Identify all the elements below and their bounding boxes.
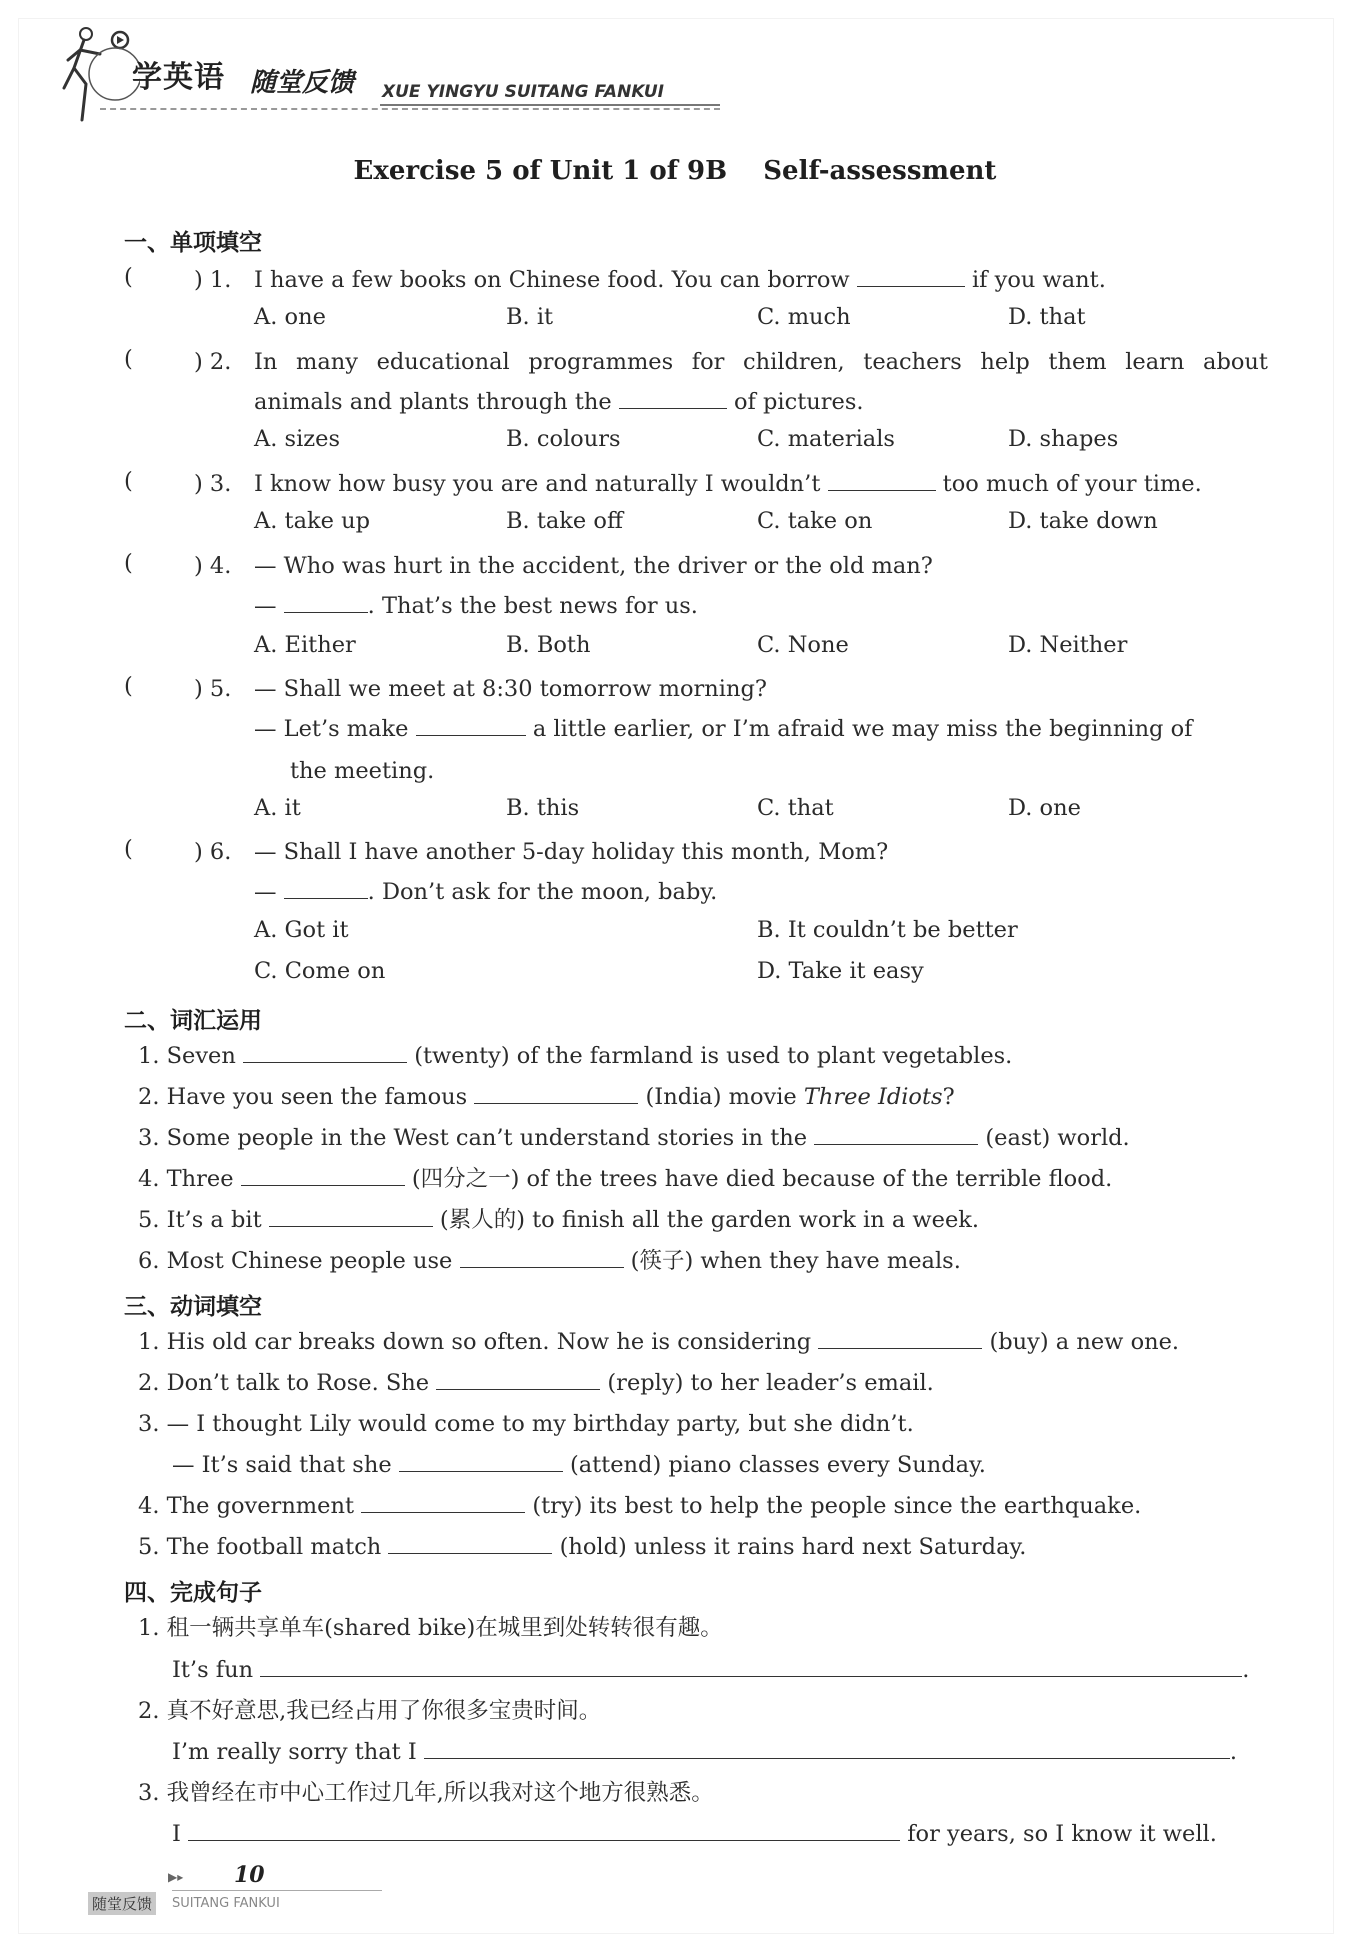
question-number: ) 2. xyxy=(194,349,232,375)
page-background xyxy=(18,18,1334,1934)
verb-item-4: 4. The government (try) its best to help the people since the earthquake. xyxy=(138,1490,1141,1522)
answer-blank[interactable] xyxy=(460,1245,624,1268)
answer-blank[interactable] xyxy=(269,1204,433,1227)
vocab-item-1: 1. Seven (twenty) of the farmland is used to plant vegetables. xyxy=(138,1040,1012,1072)
question-6-line2: — . Don’t ask for the moon, baby. xyxy=(254,876,717,908)
footer-label-en: SUITANG FANKUI xyxy=(172,1896,280,1911)
option-a: A. Either xyxy=(254,632,356,658)
page-title: Exercise 5 of Unit 1 of 9B Self-assessment xyxy=(353,156,997,186)
question-4-line2: — . That’s the best news for us. xyxy=(254,590,698,622)
brand-title-en: XUE YINGYU SUITANG FANKUI xyxy=(382,82,665,102)
option-a: A. sizes xyxy=(254,426,341,452)
header-banner xyxy=(60,24,680,124)
option-c: C. that xyxy=(757,795,834,821)
option-b: B. Both xyxy=(506,632,591,658)
page-number: 10 xyxy=(234,1862,265,1888)
footer-label-cn: 随堂反馈 xyxy=(88,1892,156,1915)
verb-item-3-line2: — It’s said that she (attend) piano classes every Sunday. xyxy=(172,1449,986,1481)
option-d: D. Take it easy xyxy=(757,958,924,984)
answer-blank[interactable] xyxy=(399,1449,563,1472)
question-3-text: I know how busy you are and naturally I wouldn’t too much of your time. xyxy=(254,468,1202,500)
verb-item-5: 5. The football match (hold) unless it rains hard next Saturday. xyxy=(138,1531,1026,1563)
question-number: ) 1. xyxy=(194,267,232,293)
question-number: ) 5. xyxy=(194,676,232,702)
option-a: A. one xyxy=(254,304,326,330)
option-d: D. that xyxy=(1008,304,1086,330)
option-b: B. it xyxy=(506,304,554,330)
vocab-item-5: 5. It’s a bit (累人的) to finish all the garden work in a week. xyxy=(138,1204,979,1236)
answer-paren: ( xyxy=(124,468,133,494)
option-c: C. None xyxy=(757,632,849,658)
section3-heading: 三、动词填空 xyxy=(124,1294,262,1320)
question-2-line1: In many educational programmes for children, teachers help them learn about xyxy=(254,349,1268,375)
answer-paren: ( xyxy=(124,836,133,862)
question-number: ) 6. xyxy=(194,839,232,865)
section4-heading: 四、完成句子 xyxy=(124,1580,262,1606)
answer-blank[interactable] xyxy=(284,876,368,899)
sentence-2-english: I’m really sorry that I . xyxy=(172,1736,1237,1768)
option-d: D. take down xyxy=(1008,508,1158,534)
answer-paren: ( xyxy=(124,673,133,699)
question-2-line2: animals and plants through the of pictures. xyxy=(254,386,864,418)
vocab-item-6: 6. Most Chinese people use (筷子) when they have meals. xyxy=(138,1245,961,1277)
answer-blank[interactable] xyxy=(828,468,936,491)
question-5-line3: the meeting. xyxy=(290,758,435,784)
option-b: B. this xyxy=(506,795,580,821)
answer-blank[interactable] xyxy=(416,713,526,736)
question-5-line2: — Let’s make a little earlier, or I’m afraid we may miss the beginning of xyxy=(254,713,1193,745)
verb-item-2: 2. Don’t talk to Rose. She (reply) to her leader’s email. xyxy=(138,1367,934,1399)
option-a: A. take up xyxy=(254,508,371,534)
option-d: D. Neither xyxy=(1008,632,1128,658)
option-b: B. colours xyxy=(506,426,621,452)
answer-paren: ( xyxy=(124,264,133,290)
answer-blank[interactable] xyxy=(241,1163,405,1186)
verb-item-3-line1: 3. — I thought Lily would come to my birthday party, but she didn’t. xyxy=(138,1411,914,1437)
sentence-3-english: I for years, so I know it well. xyxy=(172,1818,1217,1850)
option-c: C. take on xyxy=(757,508,873,534)
answer-blank[interactable] xyxy=(361,1490,525,1513)
answer-paren: ( xyxy=(124,550,133,576)
question-5-line1: — Shall we meet at 8:30 tomorrow morning? xyxy=(254,676,767,702)
section2-heading: 二、词汇运用 xyxy=(124,1008,262,1034)
answer-blank[interactable] xyxy=(260,1654,1242,1677)
sentence-1-chinese: 1. 租一辆共享单车(shared bike)在城里到处转转很有趣。 xyxy=(138,1615,723,1641)
question-1-text: I have a few books on Chinese food. You can borrow if you want. xyxy=(254,264,1106,296)
question-number: ) 3. xyxy=(194,471,232,497)
answer-blank[interactable] xyxy=(818,1326,982,1349)
option-c: C. materials xyxy=(757,426,895,452)
verb-item-1: 1. His old car breaks down so often. Now he is considering (buy) a new one. xyxy=(138,1326,1179,1358)
question-4-line1: — Who was hurt in the accident, the driver or the old man? xyxy=(254,553,933,579)
option-b: B. It couldn’t be better xyxy=(757,917,1018,943)
option-d: D. one xyxy=(1008,795,1081,821)
sentence-1-english: It’s fun . xyxy=(172,1654,1249,1686)
vocab-item-2: 2. Have you seen the famous (India) movie Three Idiots? xyxy=(138,1081,955,1113)
option-c: C. Come on xyxy=(254,958,386,984)
footer-rule xyxy=(172,1890,382,1891)
arrow-icon: ▶▸ xyxy=(168,1870,184,1884)
answer-paren: ( xyxy=(124,346,133,372)
answer-blank[interactable] xyxy=(424,1736,1230,1759)
answer-blank[interactable] xyxy=(284,590,368,613)
sentence-2-chinese: 2. 真不好意思,我已经占用了你很多宝贵时间。 xyxy=(138,1698,602,1724)
option-a: A. Got it xyxy=(254,917,349,943)
option-c: C. much xyxy=(757,304,851,330)
option-d: D. shapes xyxy=(1008,426,1119,452)
header-rule xyxy=(380,104,720,106)
sentence-3-chinese: 3. 我曾经在市中心工作过几年,所以我对这个地方很熟悉。 xyxy=(138,1780,714,1806)
answer-blank[interactable] xyxy=(814,1122,978,1145)
question-6-line1: — Shall I have another 5-day holiday this month, Mom? xyxy=(254,839,889,865)
option-b: B. take off xyxy=(506,508,623,534)
answer-blank[interactable] xyxy=(474,1081,638,1104)
answer-blank[interactable] xyxy=(436,1367,600,1390)
question-number: ) 4. xyxy=(194,553,232,579)
header-dashed-rule xyxy=(100,108,720,110)
answer-blank[interactable] xyxy=(188,1818,900,1841)
section1-heading: 一、单项填空 xyxy=(124,230,262,256)
answer-blank[interactable] xyxy=(857,264,965,287)
option-a: A. it xyxy=(254,795,301,821)
answer-blank[interactable] xyxy=(243,1040,407,1063)
brand-subtitle-cn: 随堂反馈 xyxy=(250,68,355,98)
vocab-item-3: 3. Some people in the West can’t understand stories in the (east) world. xyxy=(138,1122,1130,1154)
page-footer xyxy=(88,1860,308,1930)
answer-blank[interactable] xyxy=(388,1531,552,1554)
answer-blank[interactable] xyxy=(619,386,727,409)
brand-title-cn: 学英语 xyxy=(132,60,225,95)
vocab-item-4: 4. Three (四分之一) of the trees have died because of the terrible flood. xyxy=(138,1163,1112,1195)
